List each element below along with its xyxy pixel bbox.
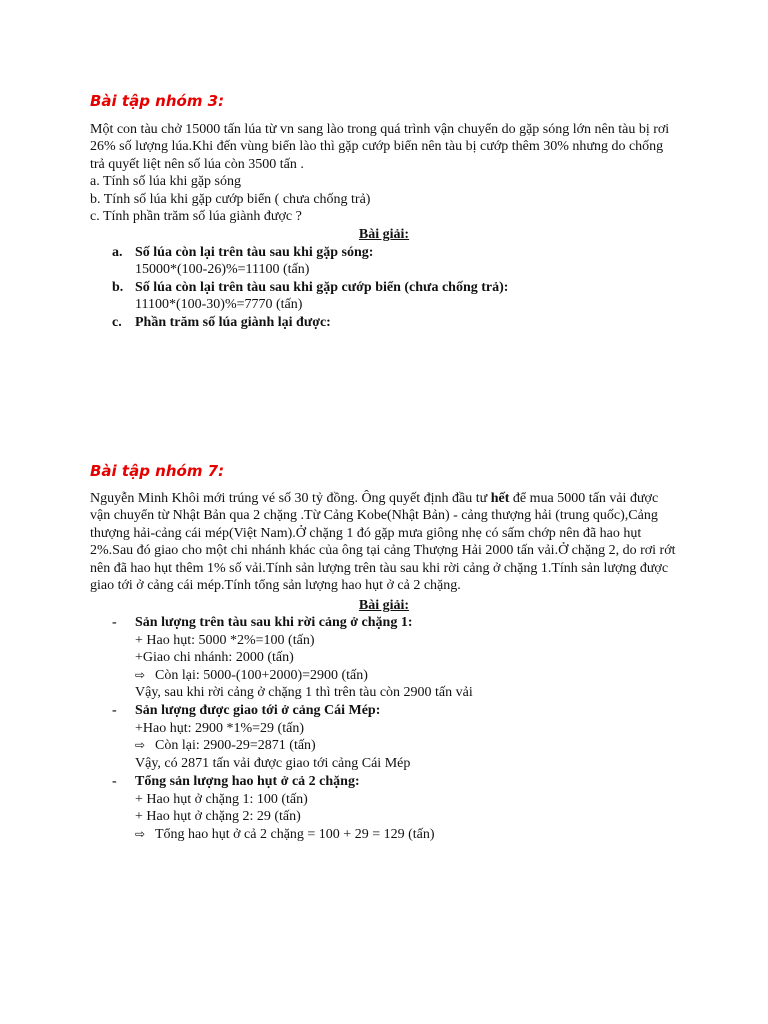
question-a: a. Tính số lúa khi gặp sóng — [90, 174, 242, 189]
section-3-line-1: + Hao hụt ở chặng 1: 100 (tấn) — [135, 792, 308, 807]
problem-text-start: Nguyễn Minh Khôi mới trúng vé số 30 tỷ đồng. Ông quyết định đầu tư — [90, 491, 491, 506]
section-2-conclusion: Vậy, có 2871 tấn vải được giao tới cảng Cái Mép — [135, 756, 411, 771]
section-1-title: Sản lượng trên tàu sau khi rời cảng ở chặng 1: — [135, 615, 413, 630]
exercise-7-heading: Bài tập nhóm 7: — [90, 462, 225, 480]
problem-text-end: để mua 5000 tấn vải được vận chuyển từ Nhật Bản qua 2 chặng .Từ Cảng Kobe(Nhật Bản) - cảng thượng hải (trung quốc),Cảng thượng hải-cảng cái mép(Việt Nam).Ở chặng 1 đó gặp mưa giông nhẹ có sấm chớp nên đã hao hụt 2%.Sau đó giao cho một chi nhánh khác của ông tại cảng Thượng Hải 2000 tấn vải.Ở chặng 2, do rơi rớt nên đã hao hụt thêm 1% số vải.Tính sản lượng trên tàu sau khi rời cảng ở chặng 1.Tính sản lượng được giao tới ở cảng cái mép.Tính tổng sản lượng hao hụt ở cả 2 chặng. — [90, 491, 676, 594]
item-b-marker: b. — [112, 280, 124, 295]
exercise-7-problem — [90, 490, 680, 594]
section-2-title: Sản lượng được giao tới ở cảng Cái Mép: — [135, 703, 381, 718]
item-c-marker: c. — [112, 315, 122, 330]
item-a-calc: 15000*(100-26)%=11100 (tấn) — [135, 262, 310, 277]
arrow-right-icon: ⇨ — [135, 668, 146, 682]
section-3-line-2: + Hao hụt ở chặng 2: 29 (tấn) — [135, 809, 301, 824]
section-1-conclusion: Vậy, sau khi rời cảng ở chặng 1 thì trên tàu còn 2900 tấn vải — [135, 685, 473, 700]
section-3-title: Tổng sản lượng hao hụt ở cả 2 chặng: — [135, 774, 360, 789]
solution-title-7: Bài giải: — [358, 598, 410, 613]
section-3-result-text: Tổng hao hụt ở cả 2 chặng = 100 + 29 = 129 (tấn) — [155, 827, 435, 842]
section-3-dash: - — [112, 774, 117, 789]
exercise-3-problem: Một con tàu chở 15000 tấn lúa từ vn sang lào trong quá trình vận chuyển do gặp sóng lớn nên tàu bị rơi 26% số lượng lúa.Khi đến vùng biển lào thì gặp cướp biển nên tàu bị cướp thêm 30% nhưng do chống trả quyết liệt nên số lúa còn 3500 tấn . — [90, 122, 670, 172]
item-b-calc: 11100*(100-30)%=7770 (tấn) — [135, 297, 303, 312]
section-1-result — [135, 667, 368, 684]
exercise-3-heading: Bài tập nhóm 3: — [90, 92, 225, 110]
question-c: c. Tính phần trăm số lúa giành được ? — [90, 209, 302, 224]
section-1-line-2: +Giao chi nhánh: 2000 (tấn) — [135, 650, 294, 665]
problem-bold-word: hết — [490, 491, 510, 506]
item-b-title: Số lúa còn lại trên tàu sau khi gặp cướp biển (chưa chống trả): — [135, 280, 509, 295]
section-2-result — [135, 737, 316, 754]
question-b: b. Tính số lúa khi gặp cướp biển ( chưa chống trả) — [90, 192, 371, 207]
item-c-title: Phần trăm số lúa giành lại được: — [135, 315, 331, 330]
section-1-dash: - — [112, 615, 117, 630]
section-2-result-text: Còn lại: 2900-29=2871 (tấn) — [155, 738, 316, 753]
item-a-title: Số lúa còn lại trên tàu sau khi gặp sóng: — [135, 245, 374, 260]
section-1-result-text: Còn lại: 5000-(100+2000)=2900 (tấn) — [155, 668, 368, 683]
item-a-marker: a. — [112, 245, 123, 260]
section-3-result — [135, 826, 435, 843]
arrow-right-icon: ⇨ — [135, 738, 146, 752]
section-2-dash: - — [112, 703, 117, 718]
solution-title-3: Bài giải: — [358, 227, 410, 242]
section-2-line-1: +Hao hụt: 2900 *1%=29 (tấn) — [135, 721, 304, 736]
arrow-right-icon: ⇨ — [135, 827, 146, 841]
section-1-line-1: + Hao hụt: 5000 *2%=100 (tấn) — [135, 633, 315, 648]
